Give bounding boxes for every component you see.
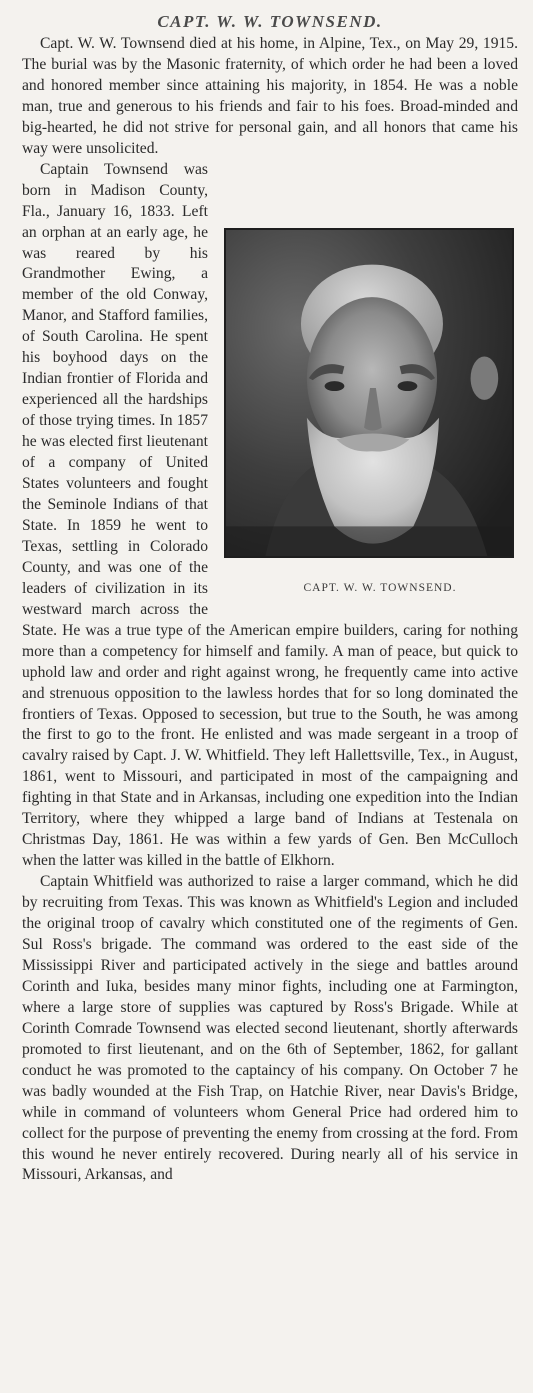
- paragraph-3: Captain Whitfield was authorized to raise a larger command, which he did by recruiting from Texas. This was known as Whitfield's Legion and included the original troop of cavalry which constituted one of the regiments of Gen. Sul Ross's brigade. The command was ordered to the east side of the Mississippi River and participated actively in the siege and battles around Corinth and Iuka, besides many minor fights, including one at Farmington, where a large store of supplies was captured by Ross's Brigade. While at Corinth Comrade Townsend was elected second lieutenant, shortly afterwards promoted to first lieutenant, and on the 6th of September, 1862, for gallant conduct he was promoted to the captaincy of his company. On October 7 he was badly wounded at the Fish Trap, on Hatchie River, near Davis's Bridge, while in command of volunteers whom General Price had ordered him to collect for the purpose of preventing the enemy from crossing at the ford. From this wound he never entirely recovered. During nearly all of his service in Missouri, Arkansas, and: [22, 873, 518, 1184]
- paragraph-2-wrap: [22, 160, 518, 872]
- portrait-caption: CAPT. W. W. TOWNSEND.: [303, 581, 457, 594]
- portrait-photo: [224, 228, 514, 558]
- page: [22, 10, 518, 1186]
- paragraph-1: Capt. W. W. Townsend died at his home, in Alpine, Tex., on May 29, 1915. The burial was by the Masonic fraternity, of which order he had been a loved and honored member since attaining his majority, in 1854. He was a noble man, true and generous to his friends and fair to his foes. Broad-minded and big-hearted, he did not strive for personal gain, and all honors that came his way were unsolicited.: [22, 35, 518, 157]
- article-body: [22, 34, 518, 1186]
- article-title: CAPT. W. W. TOWNSEND.: [157, 12, 383, 31]
- portrait-photo-image: [226, 230, 512, 556]
- portrait-figure: [220, 228, 520, 599]
- paragraph-2: Captain Townsend was born in Madison County, Fla., January 16, 1833. Left an orphan at an early age, he was reared by his Grandmother Ewing, a member of the old Conway, Manor, and Stafford families, of South Carolina. He spent his boyhood days on the Indian frontier of Florida and experienced all the hardships of those trying times. In 1857 he was elected first lieutenant of a company of United States volunteers and fought the Seminole Indians of that State. In 1859 he went to Texas, settling in Colorado County, and was one of the leaders of civilization in its westward march across the State. He was a true type of the American empire builders, caring for nothing more than a competency for himself and family. A man of peace, but quick to uphold law and order and right against wrong, he frequently came into active and strenuous opposition to the lawless hordes that for so long dominated the frontiers of Texas. Opposed to secession, but true to the South, he was among the first to go to the front. He enlisted and was made sergeant in a troop of cavalry raised by Capt. J. W. Whitfield. They left Hallettsville, Tex., in August, 1861, went to Missouri, and participated in most of the campaigning and fighting in that State and in Arkansas, including one expedition into the Indian Territory, where they whipped a large band of Indians at Testenala on Christmas Day, 1861. He was within a few yards of Gen. Ben McCulloch when the latter was killed in the battle of Elkhorn.: [22, 160, 518, 870]
